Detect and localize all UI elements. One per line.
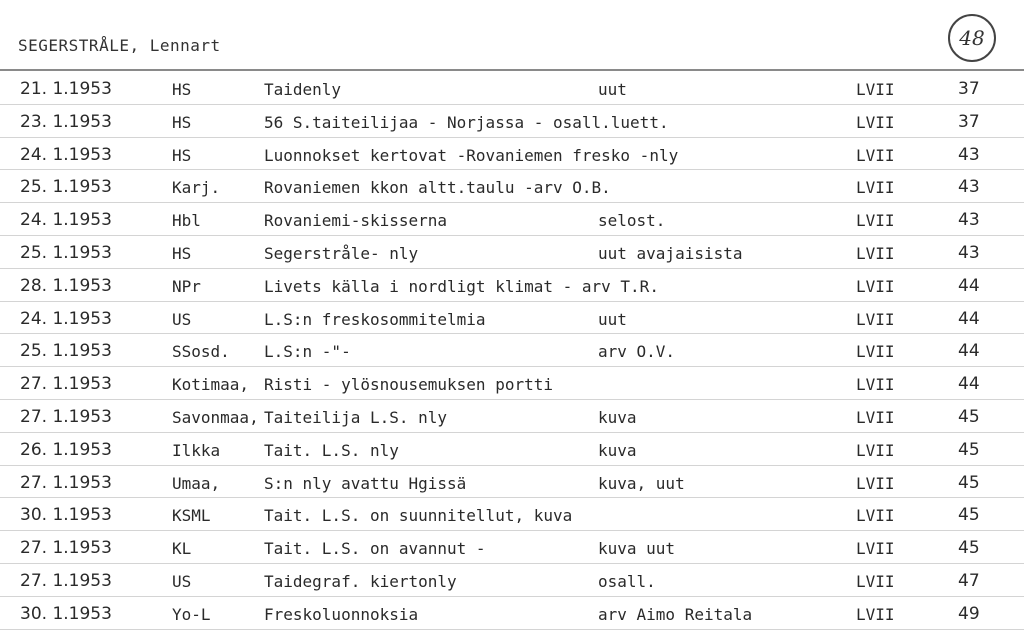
entry-source: KSML: [172, 506, 211, 526]
entry-date: 30. 1.1953: [20, 603, 112, 624]
entry-note: kuva, uut: [598, 473, 685, 493]
entry-title: 56 S.taiteilijaa - Norjassa - osall.luett.: [264, 112, 669, 132]
entry-title: S:n nly avattu Hgissä: [264, 473, 467, 493]
entry-volume: LVII: [856, 309, 895, 329]
entry-page: 43: [958, 242, 980, 263]
entry-source: HS: [172, 145, 192, 165]
entry-row: [0, 564, 1024, 597]
entry-row: [0, 466, 1024, 499]
entry-date: 27. 1.1953: [20, 406, 112, 427]
circled-page-number: 48: [948, 14, 996, 62]
entry-volume: LVII: [856, 375, 895, 395]
entry-list: [0, 72, 1024, 630]
entry-source: HS: [172, 112, 192, 132]
entry-source: Yo-L: [172, 604, 211, 624]
entry-page: 45: [958, 439, 980, 460]
entry-date: 27. 1.1953: [20, 570, 112, 591]
entry-source: Umaa,: [172, 473, 221, 493]
entry-page: 37: [958, 79, 980, 99]
entry-source: Savonmaa,: [172, 407, 259, 427]
entry-source: HS: [172, 243, 192, 263]
entry-source: NPr: [172, 276, 201, 296]
entry-date: 28. 1.1953: [20, 275, 112, 296]
entry-source: Kotimaa,: [172, 375, 250, 395]
entry-source: Ilkka: [172, 440, 221, 460]
entry-title: L.S:n freskosommitelmia: [264, 309, 486, 329]
entry-volume: LVII: [856, 440, 895, 460]
entry-page: 44: [958, 374, 980, 395]
entry-title: Rovaniemi-skisserna: [264, 211, 448, 231]
entry-title: Segerstråle- nly: [264, 243, 419, 263]
entry-page: 44: [958, 275, 980, 296]
entry-page: 44: [958, 308, 980, 329]
entry-row: [0, 105, 1024, 138]
entry-page: 49: [958, 603, 980, 624]
entry-source: US: [172, 309, 192, 329]
entry-volume: LVII: [856, 211, 895, 231]
entry-row: [0, 400, 1024, 433]
entry-volume: LVII: [856, 604, 895, 624]
entry-note: arv O.V.: [598, 342, 676, 362]
entry-page: 45: [958, 538, 980, 559]
card-subject-name: SEGERSTRÅLE, Lennart: [18, 36, 221, 55]
entry-date: 25. 1.1953: [20, 177, 112, 198]
entry-row: [0, 334, 1024, 367]
entry-note: kuva uut: [598, 539, 676, 559]
entry-title: Taidenly: [264, 80, 342, 99]
entry-title: Tait. L.S. on suunnitellut, kuva: [264, 506, 573, 526]
entry-page: 43: [958, 210, 980, 231]
entry-date: 30. 1.1953: [20, 505, 112, 526]
entry-title: Luonnokset kertovat -Rovaniemen fresko -nly: [264, 145, 679, 165]
entry-date: 24. 1.1953: [20, 144, 112, 165]
entry-title: Taiteilija L.S. nly: [264, 407, 448, 427]
entry-volume: LVII: [856, 178, 895, 198]
entry-note: uut avajaisista: [598, 243, 743, 263]
entry-title: Livets källa i nordligt klimat - arv T.R.: [264, 276, 659, 296]
entry-title: Freskoluonnoksia: [264, 604, 419, 624]
entry-title: Rovaniemen kkon altt.taulu -arv O.B.: [264, 178, 611, 198]
entry-row: [0, 72, 1024, 105]
entry-page: 37: [958, 111, 980, 132]
entry-note: uut: [598, 309, 627, 329]
entry-date: 24. 1.1953: [20, 308, 112, 329]
entry-page: 43: [958, 177, 980, 198]
entry-date: 21. 1.1953: [20, 79, 112, 99]
entry-row: [0, 433, 1024, 466]
entry-title: Tait. L.S. nly: [264, 440, 399, 460]
entry-note: arv Aimo Reitala: [598, 604, 753, 624]
entry-title: L.S:n -"-: [264, 342, 351, 362]
entry-row: [0, 302, 1024, 335]
entry-date: 27. 1.1953: [20, 374, 112, 395]
entry-volume: LVII: [856, 506, 895, 526]
entry-source: Hbl: [172, 211, 201, 231]
entry-volume: LVII: [856, 473, 895, 493]
entry-volume: LVII: [856, 145, 895, 165]
entry-row: [0, 203, 1024, 236]
entry-row: [0, 367, 1024, 400]
entry-date: 27. 1.1953: [20, 472, 112, 493]
entry-source: Karj.: [172, 178, 221, 198]
entry-volume: LVII: [856, 112, 895, 132]
entry-source: KL: [172, 539, 192, 559]
entry-row: [0, 138, 1024, 171]
entry-note: uut: [598, 80, 627, 99]
entry-volume: LVII: [856, 407, 895, 427]
entry-row: [0, 236, 1024, 269]
entry-date: 23. 1.1953: [20, 111, 112, 132]
entry-note: kuva: [598, 440, 637, 460]
entry-row: [0, 531, 1024, 564]
entry-title: Taidegraf. kiertonly: [264, 571, 457, 591]
entry-volume: LVII: [856, 571, 895, 591]
entry-note: osall.: [598, 571, 656, 591]
entry-volume: LVII: [856, 243, 895, 263]
entry-row: [0, 597, 1024, 630]
entry-page: 45: [958, 472, 980, 493]
entry-source: SSosd.: [172, 342, 230, 362]
entry-source: US: [172, 571, 192, 591]
entry-row: [0, 269, 1024, 302]
entry-page: 45: [958, 406, 980, 427]
entry-page: 47: [958, 570, 980, 591]
entry-page: 43: [958, 144, 980, 165]
entry-note: kuva: [598, 407, 637, 427]
entry-date: 27. 1.1953: [20, 538, 112, 559]
entry-page: 44: [958, 341, 980, 362]
entry-title: Tait. L.S. on avannut -: [264, 539, 486, 559]
entry-volume: LVII: [856, 276, 895, 296]
entry-title: Risti - ylösnousemuksen portti: [264, 375, 553, 395]
entry-row: [0, 498, 1024, 531]
entry-note: selost.: [598, 211, 666, 231]
entry-date: 25. 1.1953: [20, 242, 112, 263]
entry-date: 25. 1.1953: [20, 341, 112, 362]
entry-volume: LVII: [856, 80, 895, 99]
entry-source: HS: [172, 80, 192, 99]
entry-date: 24. 1.1953: [20, 210, 112, 231]
entry-volume: LVII: [856, 539, 895, 559]
entry-row: [0, 170, 1024, 203]
entry-page: 45: [958, 505, 980, 526]
header-divider: [0, 69, 1024, 71]
entry-date: 26. 1.1953: [20, 439, 112, 460]
entry-volume: LVII: [856, 342, 895, 362]
